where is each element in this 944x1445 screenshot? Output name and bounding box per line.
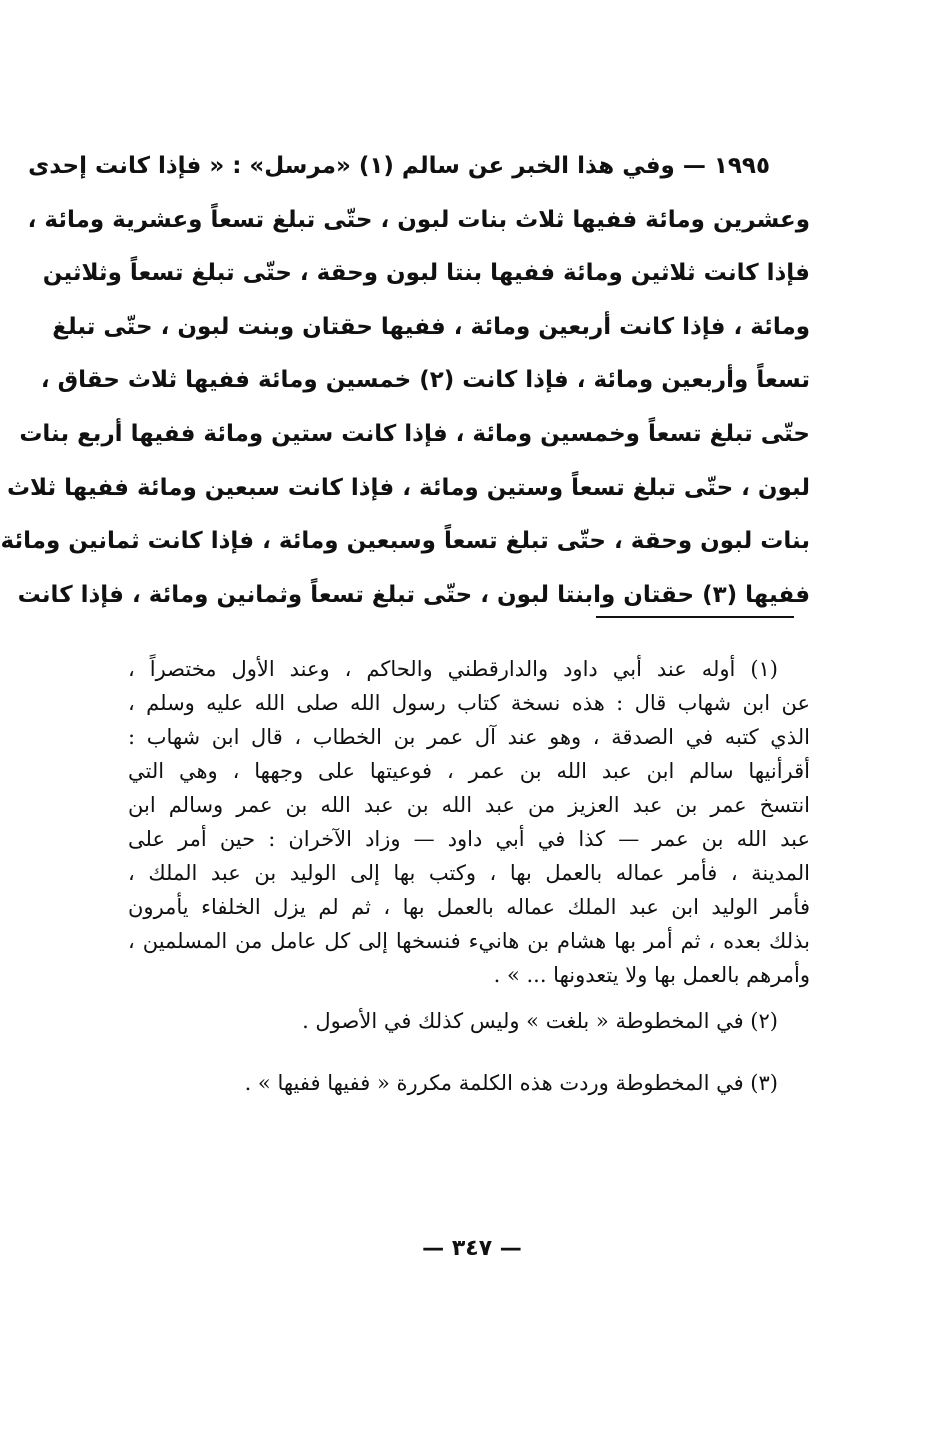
main-text-line: ومائة ، فإذا كانت أربعين ومائة ، ففيها حقتان وبنت لبون ، حتّى تبلغ (52, 313, 810, 340)
main-text-line: لبون ، حتّى تبلغ تسعاً وستين ومائة ، فإذا كانت سبعين ومائة ففيها ثلاث (6, 474, 810, 501)
footnote-line: عبد الله بن عمر — كذا في أبي داود — وزاد الآخران : حين أمر على (128, 827, 810, 851)
page-number: — ٣٤٧ — (422, 1236, 522, 1261)
footnote-line: المدينة ، فأمر عماله بالعمل بها ، وكتب بها إلى الوليد بن عبد الملك ، (128, 861, 811, 885)
footnotes (128, 652, 810, 1100)
footnote-line: الذي كتبه في الصدقة ، وهو عند آل عمر بن الخطاب ، قال ابن شهاب : (128, 725, 810, 749)
main-text-line: فإذا كانت ثلاثين ومائة ففيها بنتا لبون وحقة ، حتّى تبلغ تسعاً وثلاثين (42, 260, 810, 287)
footnote-line: أقرأنيها سالم ابن عبد الله بن عمر ، فوعيتها على وجهها ، وهي التي (128, 759, 810, 783)
footnote-line: عن ابن شهاب قال : هذه نسخة كتاب رسول الله صلى الله عليه وسلم ، (128, 691, 810, 715)
main-text-line: ففيها (٣) حقتان وابنتا لبون ، حتّى تبلغ تسعاً وثمانين ومائة ، فإذا كانت (17, 581, 810, 608)
main-text-line: بنات لبون وحقة ، حتّى تبلغ تسعاً وسبعين ومائة ، فإذا كانت ثمانين ومائة (0, 528, 810, 555)
footnote-1 (128, 652, 810, 992)
main-text-line: وعشرين ومائة ففيها ثلاث بنات لبون ، حتّى تبلغ تسعاً وعشرية ومائة ، (27, 206, 810, 233)
main-text (0, 140, 810, 622)
main-text-line: تسعاً وأربعين ومائة ، فإذا كانت (٢) خمسين ومائة ففيها ثلاث حقاق ، (40, 367, 810, 394)
footnote-line: بذلك بعده ، ثم أمر بها هشام بن هانيء فنسخها إلى كل عامل من المسلمين ، (128, 929, 810, 953)
footnote-line: (١) أوله عند أبي داود والدارقطني والحاكم ، وعند الأول مختصراً ، (128, 657, 778, 681)
main-text-line: ١٩٩٥ — وفي هذا الخبر عن سالم (١) «مرسل» : « فإذا كانت إحدى (28, 153, 770, 179)
footnote-line: وأمرهم بالعمل بها ولا يتعدونها ... » . (493, 963, 810, 987)
main-text-line: حتّى تبلغ تسعاً وخمسين ومائة ، فإذا كانت ستين ومائة ففيها أربع بنات (19, 420, 810, 447)
footnote-line: فأمر الوليد ابن عبد الملك عماله بالعمل بها ، ثم لم يزل الخلفاء يأمرون (128, 895, 810, 919)
footnote-3: (٣) في المخطوطة وردت هذه الكلمة مكررة « ففيها ففيها » . (244, 1071, 778, 1095)
footnote-separator (596, 616, 794, 618)
footnote-2: (٢) في المخطوطة « بلغت » وليس كذلك في الأصول . (302, 1009, 778, 1033)
footnote-line: انتسخ عمر بن عبد العزيز من عبد الله بن عبد الله بن عمر وسالم ابن (128, 793, 810, 817)
